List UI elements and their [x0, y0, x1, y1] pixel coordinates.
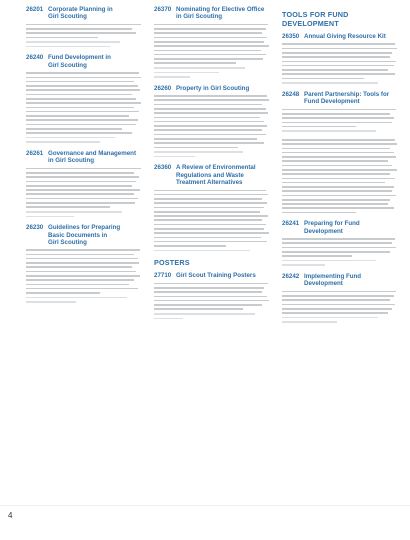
item-title	[48, 54, 111, 69]
description-text-line	[154, 24, 268, 26]
item-number: 26261	[26, 149, 44, 157]
item-title	[48, 150, 136, 165]
description-text-line	[26, 254, 134, 256]
item-description	[154, 24, 274, 78]
description-text-line	[154, 211, 260, 213]
description-text-line	[282, 304, 395, 306]
description-text-line	[154, 241, 267, 243]
description-text-line	[282, 182, 385, 184]
entry-heading	[26, 54, 146, 69]
description-text-line	[26, 284, 129, 286]
description-text-line	[26, 266, 132, 268]
description-text-line	[26, 102, 141, 104]
description-text-line	[154, 291, 262, 293]
item-title-line: Treatment Alternatives	[176, 179, 243, 187]
item-meta-line	[26, 301, 76, 303]
description-text-line	[154, 50, 261, 52]
item-description	[282, 109, 402, 132]
item-number: 26201	[26, 6, 44, 13]
item-title-line: Regulations and Waste	[176, 171, 244, 179]
description-text-line	[154, 228, 264, 230]
item-title-line: Implementing Fund	[304, 273, 362, 281]
description-text-line	[154, 202, 267, 204]
description-text-line	[26, 124, 136, 126]
description-text-line	[282, 126, 356, 128]
description-text-line	[154, 245, 226, 247]
item-title-line: Governance and Management	[48, 149, 137, 157]
column-1	[26, 6, 146, 506]
item-title-line: in Girl Scouting	[176, 13, 223, 21]
item-title	[304, 273, 361, 288]
description-text-line	[26, 202, 135, 204]
entry-heading	[282, 273, 402, 288]
item-meta-line	[282, 264, 325, 266]
description-text-line	[282, 143, 397, 145]
description-text-line	[282, 165, 392, 167]
description-text-line	[282, 169, 397, 171]
description-text-line	[26, 32, 136, 34]
footer-rule	[0, 505, 410, 506]
item-title	[176, 6, 264, 21]
description-text-line	[26, 72, 139, 74]
description-text-line	[26, 262, 139, 264]
entry-heading	[154, 272, 274, 279]
item-meta-line	[26, 137, 115, 139]
item-number: 26350	[282, 33, 300, 40]
item-description	[282, 139, 402, 213]
description-text-line	[154, 142, 264, 144]
description-text-line	[26, 77, 141, 79]
description-text-line	[282, 238, 395, 240]
description-text-line	[154, 300, 269, 302]
description-text-line	[282, 291, 396, 293]
catalog-entry	[26, 6, 146, 47]
item-meta-line	[282, 130, 376, 132]
item-meta-line	[26, 46, 110, 48]
item-title-line: Girl Scouting	[48, 13, 87, 21]
description-text-line	[154, 190, 266, 192]
item-title-line: Annual Giving Resource Kit	[304, 33, 386, 40]
item-title-line: Girl Scouting	[48, 238, 87, 246]
item-title	[304, 220, 360, 235]
catalog-entry	[282, 273, 402, 323]
catalog-entry	[154, 272, 274, 319]
description-text-line	[154, 125, 267, 127]
catalog-entry	[282, 139, 402, 213]
item-number: 26370	[154, 6, 172, 13]
description-text-line	[282, 251, 390, 253]
description-text-line	[282, 117, 394, 119]
item-description	[154, 283, 274, 319]
description-text-line	[26, 176, 139, 178]
page-number: 4	[8, 511, 13, 520]
catalog-entry	[282, 220, 402, 266]
description-text-line	[282, 109, 396, 111]
posters-heading: POSTERS	[154, 258, 190, 268]
section-heading: TOOLS FOR FUND DEVELOPMENT	[282, 10, 349, 28]
item-title	[48, 224, 120, 246]
description-text-line	[26, 37, 98, 39]
catalog-entry	[154, 164, 274, 251]
description-text-line	[282, 52, 392, 54]
description-text-line	[282, 207, 394, 209]
description-text-line	[154, 37, 267, 39]
description-text-line	[154, 129, 262, 131]
description-text-line	[154, 207, 264, 209]
item-title-line: A Review of Environmental	[176, 164, 256, 172]
item-meta-line	[154, 151, 243, 153]
description-text-line	[26, 24, 141, 26]
item-meta-line	[282, 82, 378, 84]
catalog-entry	[26, 150, 146, 217]
entry-heading	[154, 6, 274, 21]
description-text-line	[26, 98, 136, 100]
item-title-line: Corporate Planning in	[48, 6, 113, 13]
item-meta-line	[154, 318, 183, 320]
description-text-line	[282, 199, 390, 201]
item-title	[176, 272, 256, 279]
item-meta-line	[154, 67, 245, 69]
description-text-line	[26, 189, 140, 191]
column-3	[282, 6, 402, 506]
item-number: 26260	[154, 84, 172, 92]
item-description	[282, 238, 402, 266]
catalog-entry	[154, 85, 274, 158]
description-text-line	[154, 41, 264, 43]
item-number: 27710	[154, 272, 172, 280]
item-title-line: Fund Development	[304, 98, 360, 106]
entry-heading	[282, 33, 402, 40]
description-text-line	[154, 121, 264, 123]
description-text-line	[26, 85, 138, 87]
description-text-line	[282, 61, 396, 63]
description-text-line	[26, 132, 132, 134]
description-text-line	[282, 186, 394, 188]
item-meta-line	[282, 317, 378, 319]
description-text-line	[282, 295, 394, 297]
description-text-line	[154, 58, 263, 60]
item-title	[48, 6, 113, 21]
description-text-line	[26, 198, 138, 200]
description-text-line	[154, 198, 262, 200]
description-text-line	[154, 219, 262, 221]
entry-heading	[282, 220, 402, 235]
catalog-entry	[282, 33, 402, 84]
description-text-line	[282, 69, 388, 71]
catalog-columns	[26, 6, 404, 506]
description-text-line	[282, 195, 396, 197]
description-text-line	[282, 173, 390, 175]
catalog-entry	[154, 6, 274, 78]
item-description	[154, 95, 274, 157]
item-meta-line	[154, 72, 219, 74]
description-text-line	[154, 134, 266, 136]
description-text-line	[26, 168, 141, 170]
description-text-line	[26, 28, 132, 30]
item-title	[304, 91, 389, 106]
column-2	[154, 6, 274, 506]
entry-heading	[26, 150, 146, 165]
description-text-line	[154, 28, 266, 30]
description-text-line	[154, 147, 238, 149]
description-text-line	[282, 43, 395, 45]
description-text-line	[154, 296, 267, 298]
description-text-line	[282, 178, 395, 180]
catalog-entry	[282, 91, 402, 132]
description-text-line	[282, 56, 390, 58]
description-text-line	[282, 139, 395, 141]
description-text-line	[282, 312, 388, 314]
description-text-line	[282, 203, 388, 205]
item-meta-line	[154, 313, 255, 315]
description-text-line	[154, 104, 262, 106]
item-meta-line	[154, 250, 250, 252]
description-text-line	[26, 271, 136, 273]
description-text-line	[26, 119, 138, 121]
description-text-line	[154, 287, 264, 289]
description-text-line	[282, 156, 396, 158]
item-title	[304, 33, 386, 40]
item-title-line: Property in Girl Scouting	[176, 84, 250, 92]
item-title-line: in Girl Scouting	[48, 157, 95, 165]
description-text-line	[282, 308, 392, 310]
item-number: 26242	[282, 273, 300, 281]
description-text-line	[26, 275, 140, 277]
description-text-line	[26, 89, 140, 91]
item-title-line: Guidelines for Preparing	[48, 224, 121, 232]
description-text-line	[282, 190, 392, 192]
description-text-line	[26, 288, 138, 290]
item-title-line: Development	[304, 280, 343, 288]
item-title-line: Parent Partnership: Tools for	[304, 90, 390, 98]
description-text-line	[154, 237, 261, 239]
description-text-line	[154, 117, 260, 119]
item-number: 26240	[26, 54, 44, 62]
description-text-line	[26, 185, 132, 187]
item-number: 26360	[154, 164, 172, 172]
description-text-line	[26, 292, 100, 294]
description-text-line	[26, 181, 136, 183]
item-meta-line	[282, 260, 376, 262]
item-description	[26, 72, 146, 143]
description-text-line	[26, 94, 132, 96]
description-text-line	[154, 283, 268, 285]
entry-heading	[282, 91, 402, 106]
description-text-line	[154, 232, 269, 234]
description-text-line	[154, 62, 236, 64]
item-title-line: Girl Scout Training Posters	[176, 272, 256, 280]
description-text-line	[26, 249, 140, 251]
description-text-line	[26, 128, 122, 130]
item-number: 26248	[282, 90, 300, 98]
item-description	[282, 291, 402, 323]
description-text-line	[154, 224, 266, 226]
description-text-line	[282, 242, 392, 244]
description-text-line	[26, 81, 134, 83]
item-meta-line	[26, 297, 127, 299]
description-text-line	[154, 54, 266, 56]
description-text-line	[154, 308, 243, 310]
item-title-line: Girl Scouting	[48, 61, 87, 69]
description-text-line	[282, 78, 364, 80]
item-title	[176, 164, 256, 186]
item-description	[154, 190, 274, 252]
description-text-line	[26, 279, 134, 281]
description-text-line	[282, 152, 394, 154]
item-meta-line	[154, 156, 195, 158]
description-text-line	[282, 212, 356, 214]
item-meta-line	[26, 141, 100, 143]
description-text-line	[282, 122, 392, 124]
description-text-line	[154, 95, 267, 97]
description-text-line	[282, 113, 390, 115]
description-text-line	[282, 255, 352, 257]
item-meta-line	[26, 211, 122, 213]
description-text-line	[154, 45, 269, 47]
entry-heading	[154, 85, 274, 92]
description-text-line	[154, 112, 268, 114]
item-title-line: Preparing for Fund	[304, 220, 360, 228]
entry-heading	[26, 6, 146, 21]
description-text-line	[26, 107, 134, 109]
description-text-line	[26, 115, 129, 117]
description-text-line	[282, 48, 397, 50]
description-text-line	[26, 206, 110, 208]
item-meta-line	[154, 76, 190, 78]
description-text-line	[26, 258, 138, 260]
item-title-line: Fund Development in	[48, 54, 111, 62]
entry-heading	[154, 164, 274, 186]
description-text-line	[282, 160, 388, 162]
description-text-line	[26, 172, 134, 174]
description-text-line	[282, 299, 390, 301]
item-description	[26, 24, 146, 48]
description-text-line	[282, 148, 390, 150]
catalog-entry	[26, 224, 146, 303]
description-text-line	[154, 99, 269, 101]
description-text-line	[282, 73, 395, 75]
description-text-line	[282, 247, 396, 249]
item-description	[26, 249, 146, 303]
item-title-line: Development	[304, 227, 343, 235]
item-description	[282, 43, 402, 83]
item-title-line: Nominating for Elective Office	[176, 6, 265, 13]
entry-heading	[26, 224, 146, 246]
item-meta-line	[282, 321, 337, 323]
item-title-line: Basic Documents in	[48, 231, 108, 239]
description-text-line	[154, 304, 262, 306]
description-text-line	[26, 111, 139, 113]
description-text-line	[282, 65, 394, 67]
description-text-line	[154, 215, 268, 217]
description-text-line	[26, 193, 134, 195]
item-number: 26241	[282, 220, 300, 228]
description-text-line	[154, 108, 266, 110]
description-text-line	[154, 194, 268, 196]
item-number: 26230	[26, 224, 44, 232]
description-text-line	[154, 32, 262, 34]
description-text-line	[154, 138, 257, 140]
item-description	[26, 168, 146, 217]
item-meta-line	[26, 216, 74, 218]
catalog-entry	[26, 54, 146, 143]
item-meta-line	[26, 41, 120, 43]
item-title	[176, 85, 249, 92]
